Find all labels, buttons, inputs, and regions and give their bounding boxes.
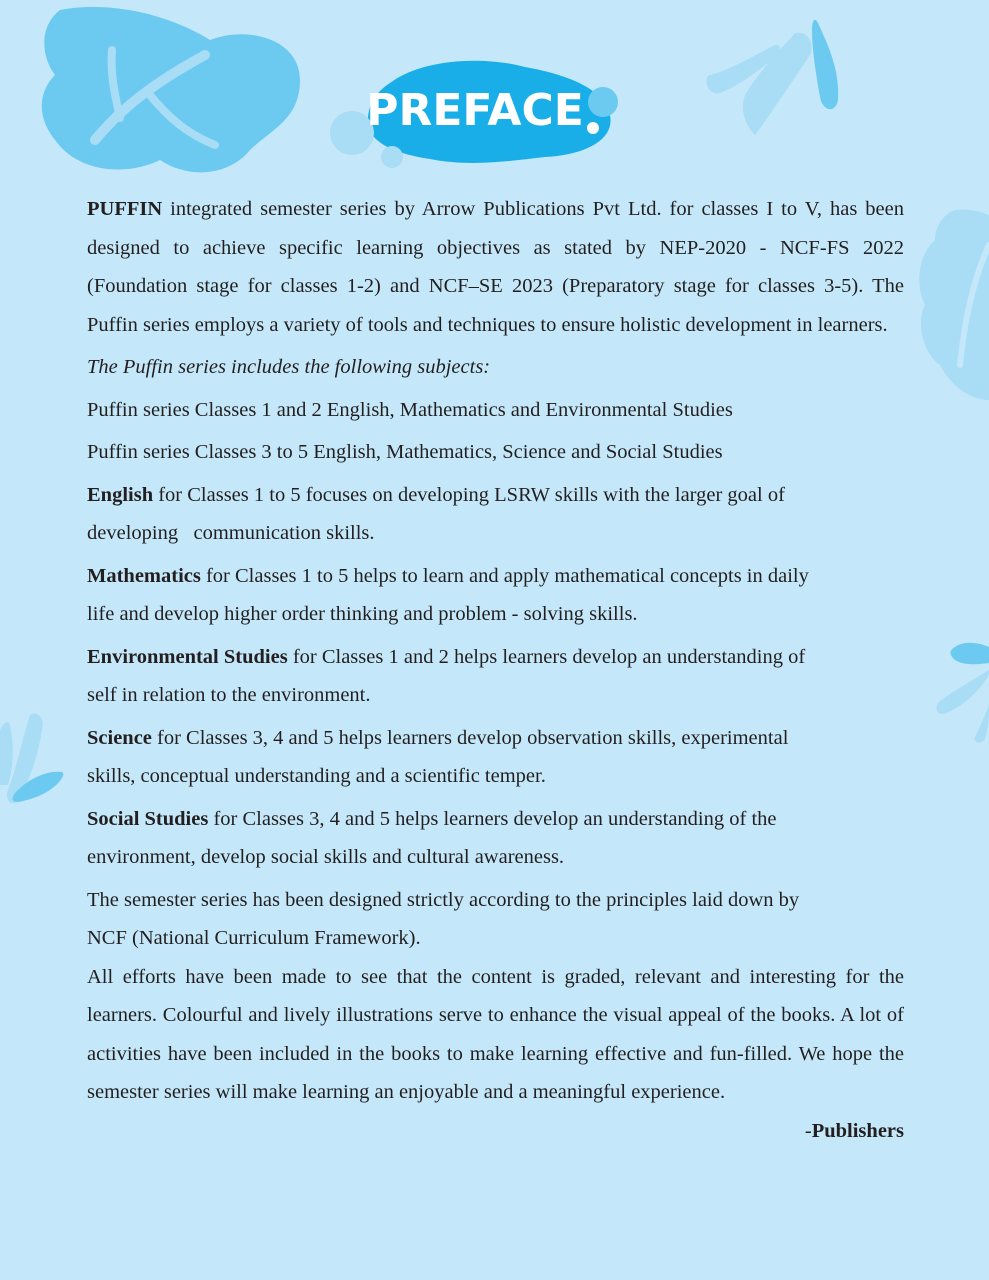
series-line-1: Puffin series Classes 1 and 2 English, Mathematics and Environmental Studies — [87, 398, 733, 421]
subject-science — [87, 719, 904, 796]
preface-body — [87, 190, 904, 1154]
subject-text: for Classes 1 to 5 helps to learn and apply mathematical concepts in daily — [200, 564, 809, 587]
subject-text-2: life and develop higher order thinking and problem - solving skills. — [87, 603, 638, 625]
leaf-top-left-decoration — [0, 0, 330, 190]
subject-text-2: skills, conceptual understanding and a scientific temper. — [87, 765, 546, 787]
subject-text: for Classes 1 to 5 focuses on developing LSRW skills with the larger goal of — [153, 483, 785, 506]
subject-english — [87, 476, 904, 553]
subject-name: Science — [87, 726, 152, 749]
subject-text-2: self in relation to the environment. — [87, 684, 371, 706]
page-title: PREFACE — [366, 85, 584, 136]
ncf-line-1: The semester series has been designed strictly according to the principles laid down by — [87, 888, 800, 911]
intro-text: integrated semester series by Arrow Publications Pvt Ltd. for classes I to V, has been designed to achieve specific learning objectives as stated by NEP-2020 - NCF-FS 2022 (Foundation stage for classes 1-2) and NCF–SE 2023 (Preparatory stage for classes 3-5). The Puffin series employs a variety of tools and techniques to ensure holistic development in learners. — [87, 198, 904, 336]
subject-social-studies — [87, 800, 904, 877]
subject-name: Mathematics — [87, 564, 201, 587]
splash-top-right-decoration — [700, 15, 860, 145]
signature-name: Publishers — [811, 1119, 904, 1142]
subject-text: for Classes 3, 4 and 5 helps learners develop observation skills, experimental — [151, 726, 789, 749]
subject-text: for Classes 3, 4 and 5 helps learners develop an understanding of the — [208, 807, 777, 830]
closing-paragraph: All efforts have been made to see that the content is graded, relevant and interesting for the learners. Colourful and lively illustrations serve to enhance the visual appeal of the books. A lot of activities have been included in the books to make learning effective and fun-filled. We hope the semester series will make learning an enjoyable and a meaningful experience. — [87, 965, 904, 1103]
ncf-line-2: NCF (National Curriculum Framework). — [87, 927, 421, 949]
subject-mathematics — [87, 557, 904, 634]
subject-name: English — [87, 483, 154, 506]
series-line-2: Puffin series Classes 3 to 5 English, Mathematics, Science and Social Studies — [87, 441, 723, 463]
subject-name: Social Studies — [87, 807, 209, 830]
subject-text: for Classes 1 and 2 helps learners develop an understanding of — [287, 645, 806, 668]
intro-paragraph — [87, 190, 904, 344]
title-badge — [330, 55, 620, 175]
signature-dash: - — [804, 1119, 812, 1142]
leaf-right-decoration — [910, 205, 989, 405]
ncf-paragraph — [87, 881, 904, 958]
subject-name: Environmental Studies — [87, 645, 288, 668]
subject-text-2: environment, develop social skills and cultural awareness. — [87, 846, 565, 868]
signature — [87, 1112, 904, 1151]
subject-text-2: developing communication skills. — [87, 522, 375, 544]
splash-left-decoration — [0, 700, 70, 810]
intro-bold: PUFFIN — [87, 198, 163, 220]
splash-right-decoration — [925, 635, 989, 745]
subject-environmental-studies — [87, 638, 904, 715]
subjects-intro: The Puffin series includes the following subjects: — [87, 356, 491, 378]
